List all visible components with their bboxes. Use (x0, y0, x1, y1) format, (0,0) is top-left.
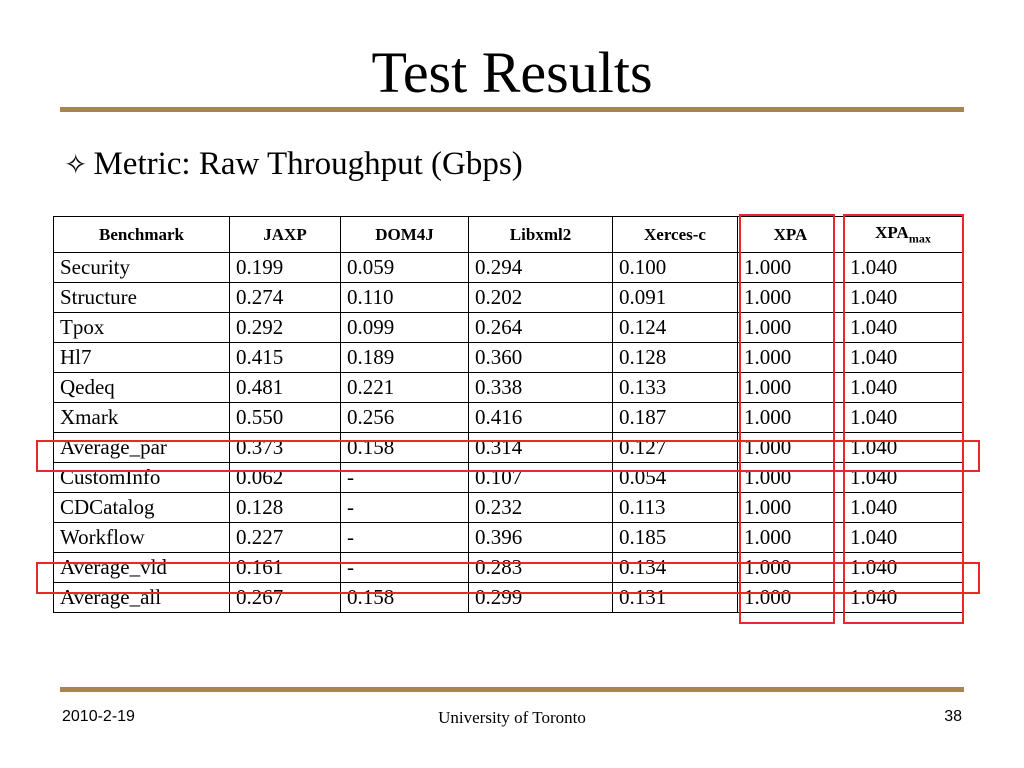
throughput-cell: 0.221 (341, 373, 469, 403)
throughput-cell: 0.360 (469, 343, 613, 373)
throughput-cell: 1.040 (844, 313, 963, 343)
table-row (54, 523, 963, 553)
throughput-cell: 1.000 (738, 553, 844, 583)
throughput-cell: 0.158 (341, 433, 469, 463)
table-row (54, 313, 963, 343)
table-row (54, 253, 963, 283)
title-divider (60, 107, 964, 112)
throughput-cell: 0.396 (469, 523, 613, 553)
throughput-cell: 0.099 (341, 313, 469, 343)
throughput-cell: 0.161 (230, 553, 341, 583)
bullet-text: Metric: Raw Throughput (Gbps) (93, 146, 523, 182)
throughput-cell: 1.040 (844, 253, 963, 283)
benchmark-name-cell: CustomInfo (54, 463, 230, 493)
throughput-cell: - (341, 463, 469, 493)
throughput-cell: 1.000 (738, 583, 844, 613)
throughput-cell: 1.040 (844, 583, 963, 613)
throughput-cell: 1.040 (844, 463, 963, 493)
throughput-cell: 1.000 (738, 313, 844, 343)
throughput-cell: 1.000 (738, 463, 844, 493)
throughput-cell: 0.299 (469, 583, 613, 613)
throughput-cell: 1.000 (738, 373, 844, 403)
throughput-cell: 0.185 (613, 523, 738, 553)
throughput-cell: 1.040 (844, 403, 963, 433)
benchmark-name-cell: Average_all (54, 583, 230, 613)
benchmark-name-cell: Structure (54, 283, 230, 313)
throughput-cell: 0.134 (613, 553, 738, 583)
table-row (54, 493, 963, 523)
column-header-jaxp: JAXP (230, 217, 341, 253)
throughput-cell: 0.338 (469, 373, 613, 403)
throughput-cell: 0.128 (613, 343, 738, 373)
footer-divider (60, 687, 964, 692)
table-row (54, 553, 963, 583)
column-header-benchmark: Benchmark (54, 217, 230, 253)
throughput-cell: 1.000 (738, 523, 844, 553)
throughput-cell: 0.127 (613, 433, 738, 463)
throughput-cell: - (341, 553, 469, 583)
throughput-cell: 0.256 (341, 403, 469, 433)
throughput-cell: 0.124 (613, 313, 738, 343)
column-header-xerces-c: Xerces-c (613, 217, 738, 253)
throughput-cell: 0.264 (469, 313, 613, 343)
throughput-cell: 0.187 (613, 403, 738, 433)
star-bullet-icon: ✧ (64, 148, 88, 181)
throughput-cell: 1.040 (844, 373, 963, 403)
benchmark-name-cell: Average_par (54, 433, 230, 463)
benchmark-name-cell: Xmark (54, 403, 230, 433)
throughput-cell: 1.000 (738, 253, 844, 283)
table-row (54, 583, 963, 613)
table-row (54, 343, 963, 373)
throughput-cell: 0.062 (230, 463, 341, 493)
throughput-cell: 1.000 (738, 283, 844, 313)
benchmark-name-cell: Workflow (54, 523, 230, 553)
table-header-row (54, 217, 963, 253)
throughput-cell: 0.113 (613, 493, 738, 523)
benchmark-name-cell: Security (54, 253, 230, 283)
throughput-cell: 0.128 (230, 493, 341, 523)
throughput-cell: 0.199 (230, 253, 341, 283)
throughput-cell: 1.040 (844, 433, 963, 463)
throughput-cell: 0.202 (469, 283, 613, 313)
throughput-cell: 1.040 (844, 493, 963, 523)
table-row (54, 403, 963, 433)
table-row (54, 283, 963, 313)
throughput-cell: 0.054 (613, 463, 738, 493)
throughput-cell: 1.000 (738, 403, 844, 433)
table-row (54, 433, 963, 463)
throughput-cell: 1.040 (844, 523, 963, 553)
benchmark-name-cell: Hl7 (54, 343, 230, 373)
slide-title: Test Results (371, 40, 653, 105)
table-row (54, 373, 963, 403)
throughput-cell: 0.274 (230, 283, 341, 313)
throughput-cell: 0.158 (341, 583, 469, 613)
throughput-cell: 0.373 (230, 433, 341, 463)
throughput-cell: 0.292 (230, 313, 341, 343)
throughput-cell: 0.314 (469, 433, 613, 463)
throughput-cell: 0.267 (230, 583, 341, 613)
throughput-cell: 0.227 (230, 523, 341, 553)
throughput-cell: 1.040 (844, 553, 963, 583)
throughput-cell: 0.059 (341, 253, 469, 283)
throughput-cell: 0.189 (341, 343, 469, 373)
throughput-cell: 0.415 (230, 343, 341, 373)
column-header-libxml2: Libxml2 (469, 217, 613, 253)
footer-organization: University of Toronto (438, 708, 586, 727)
throughput-cell: 0.481 (230, 373, 341, 403)
throughput-cell: 0.107 (469, 463, 613, 493)
throughput-cell: 0.110 (341, 283, 469, 313)
benchmark-name-cell: Average_vld (54, 553, 230, 583)
throughput-cell: 0.133 (613, 373, 738, 403)
results-table (53, 216, 963, 613)
throughput-cell: - (341, 523, 469, 553)
throughput-cell: - (341, 493, 469, 523)
benchmark-name-cell: Tpox (54, 313, 230, 343)
throughput-cell: 0.131 (613, 583, 738, 613)
bullet-metric (64, 142, 523, 187)
throughput-cell: 0.232 (469, 493, 613, 523)
column-header-xpa: XPA (738, 217, 844, 253)
footer-date: 2010-2-19 (62, 708, 135, 725)
throughput-cell: 1.000 (738, 433, 844, 463)
throughput-cell: 0.091 (613, 283, 738, 313)
benchmark-name-cell: Qedeq (54, 373, 230, 403)
throughput-cell: 0.100 (613, 253, 738, 283)
throughput-cell: 0.550 (230, 403, 341, 433)
throughput-cell: 1.000 (738, 493, 844, 523)
throughput-cell: 0.416 (469, 403, 613, 433)
throughput-cell: 1.040 (844, 283, 963, 313)
throughput-cell: 1.000 (738, 343, 844, 373)
benchmark-name-cell: CDCatalog (54, 493, 230, 523)
slide-number: 38 (944, 708, 962, 725)
table-row (54, 463, 963, 493)
column-header-xpa-max: $XPA_{max}$ (844, 217, 963, 253)
throughput-cell: 0.283 (469, 553, 613, 583)
throughput-cell: 0.294 (469, 253, 613, 283)
column-header-dom4j: DOM4J (341, 217, 469, 253)
throughput-cell: 1.040 (844, 343, 963, 373)
